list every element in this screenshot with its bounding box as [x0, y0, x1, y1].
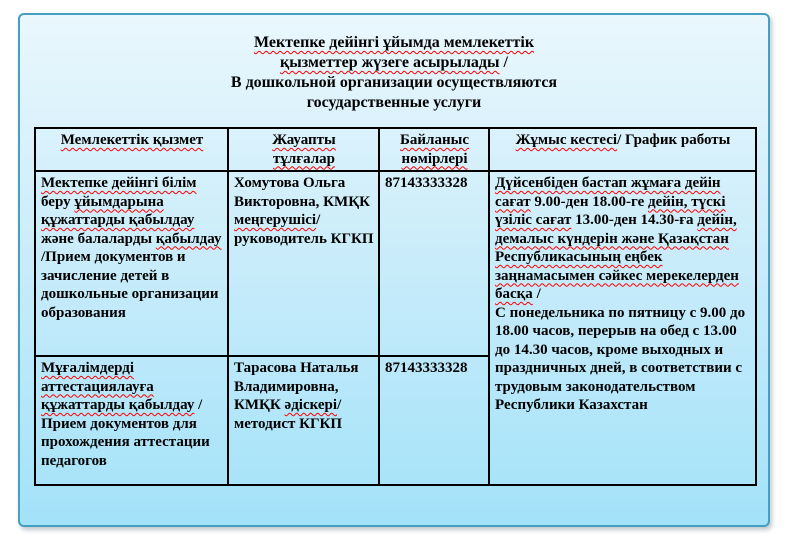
title-line-3: В дошкольной организации осуществляются — [230, 74, 558, 91]
header-responsible-line-1: Жауапты — [272, 132, 336, 148]
header-responsible-line-2: тұлғалар — [273, 150, 335, 167]
header-contacts-line-1: Байланыс — [400, 132, 469, 148]
cell-responsible-1: Хомутова Ольга Викторовна, КМҚК меңгерушісі/ руководитель КГКП — [228, 171, 379, 356]
header-contacts-line-2: нөмірлері — [401, 150, 468, 167]
cell-service-1: Мектепке дейінгі білім беру ұйымдарына құжаттарды қабылдау және балаларды қабылдау /Прием документов и зачисление детей в дошкольные организации образования — [35, 171, 228, 356]
schedule-paragraph-kk: Дүйсенбіден бастап жұмаға дейін сағат 9.00-ден 18.00-ге дейін, түскі үзіліс сағат 13.00-ден 14.30-ға дейін, демалыс күндерін және Қазақстан Республикасының еңбек заңнамасымен сәйкес мерекелерден басқа / — [495, 175, 739, 302]
schedule-paragraph-ru-2: Республики Казахстан — [495, 397, 648, 413]
table-header-row — [35, 128, 756, 171]
table-row-1 — [35, 171, 756, 356]
schedule-paragraph-ru: С понедельника по пятницу с 9.00 до 18.00 часов, перерыв на обед с 13.00 до 14.30 часов, кроме выходных и праздничных дней, в соответствии с трудовым законодательством — [495, 304, 746, 395]
cell-responsible-2: Тарасова Наталья Владимировна, КМҚК әдіскері/ методист КГКП — [228, 356, 379, 485]
header-cell-schedule — [489, 128, 756, 171]
header-cell-contacts — [379, 128, 489, 171]
cell-schedule — [489, 171, 756, 485]
title-line-1: Мектепке дейінгі ұйымда мемлекеттік — [253, 34, 535, 51]
header-cell-service — [35, 128, 228, 171]
header-cell-responsible — [228, 128, 379, 171]
cell-service-2: Мұғалімдерді аттестациялауға құжаттарды қабылдау /Прием документов для прохождения аттестации педагогов — [35, 356, 228, 485]
document-title — [18, 33, 770, 113]
header-service-label: Мемлекеттік қызмет — [60, 132, 204, 148]
title-line-4: государственные услуги — [306, 94, 482, 111]
title-line-2: қызметтер жүзеге асырылады / — [280, 54, 508, 71]
services-table — [34, 127, 757, 486]
cell-phone-1: 87143333328 — [379, 171, 489, 356]
cell-phone-2: 87143333328 — [379, 356, 489, 485]
header-schedule-label: Жұмыс кестесі/ График работы — [515, 132, 731, 148]
